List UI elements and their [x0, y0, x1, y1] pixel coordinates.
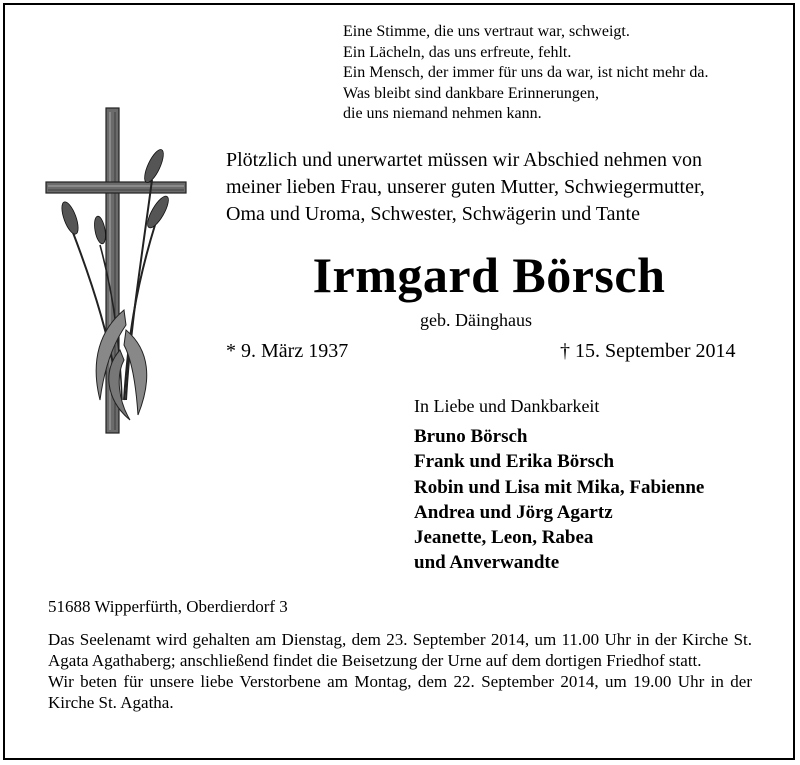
poem-line: Ein Mensch, der immer für uns da war, ist nicht mehr da.	[343, 64, 709, 81]
announcement-intro	[226, 147, 705, 228]
intro-line: Plötzlich und unerwartet müssen wir Abschied nehmen von	[226, 149, 703, 171]
maiden-name: geb. Däinghaus	[420, 310, 532, 330]
poem-line: Ein Lächeln, das uns erfreute, fehlt.	[343, 43, 572, 61]
poem-line: Eine Stimme, die uns vertraut war, schweigt.	[343, 23, 630, 40]
mourner-name: Andrea und Jörg Agartz	[414, 501, 613, 523]
birth-date: * 9. März 1937	[226, 340, 349, 362]
poem	[343, 22, 708, 125]
service-notice-paragraph: Das Seelenamt wird gehalten am Dienstag, dem 23. September 2014, um 11.00 Uhr in der Kirche St. Agata Agathaberg; anschließend findet die Beisetzung der Urne auf dem dortigen Friedhof statt.	[48, 630, 752, 670]
mourner-name: Robin und Lisa mit Mika, Fabienne	[414, 476, 705, 498]
service-notice-paragraph: Wir beten für unsere liebe Verstorbene am Montag, dem 22. September 2014, um 19.00 Uhr in der Kirche St. Agatha.	[48, 672, 752, 712]
deceased-name: Irmgard Börsch	[312, 247, 666, 303]
mourners-intro: In Liebe und Dankbarkeit	[414, 396, 600, 416]
intro-line: meiner lieben Frau, unserer guten Mutter, Schwiegermutter,	[226, 176, 705, 198]
mourner-name: Jeanette, Leon, Rabea	[414, 527, 594, 549]
service-notice	[48, 629, 752, 713]
poem-line: Was bleibt sind dankbare Erinnerungen,	[343, 84, 599, 102]
mourner-name: und Anverwandte	[414, 552, 560, 574]
mourner-name: Frank und Erika Börsch	[414, 451, 615, 473]
mourner-name: Bruno Börsch	[414, 426, 528, 447]
poem-line: die uns niemand nehmen kann.	[343, 105, 542, 122]
intro-line: Oma und Uroma, Schwester, Schwägerin und Tante	[226, 203, 640, 225]
address: 51688 Wipperfürth, Oberdierdorf 3	[48, 597, 288, 616]
death-date: † 15. September 2014	[560, 340, 736, 362]
mourners-list	[414, 424, 704, 576]
